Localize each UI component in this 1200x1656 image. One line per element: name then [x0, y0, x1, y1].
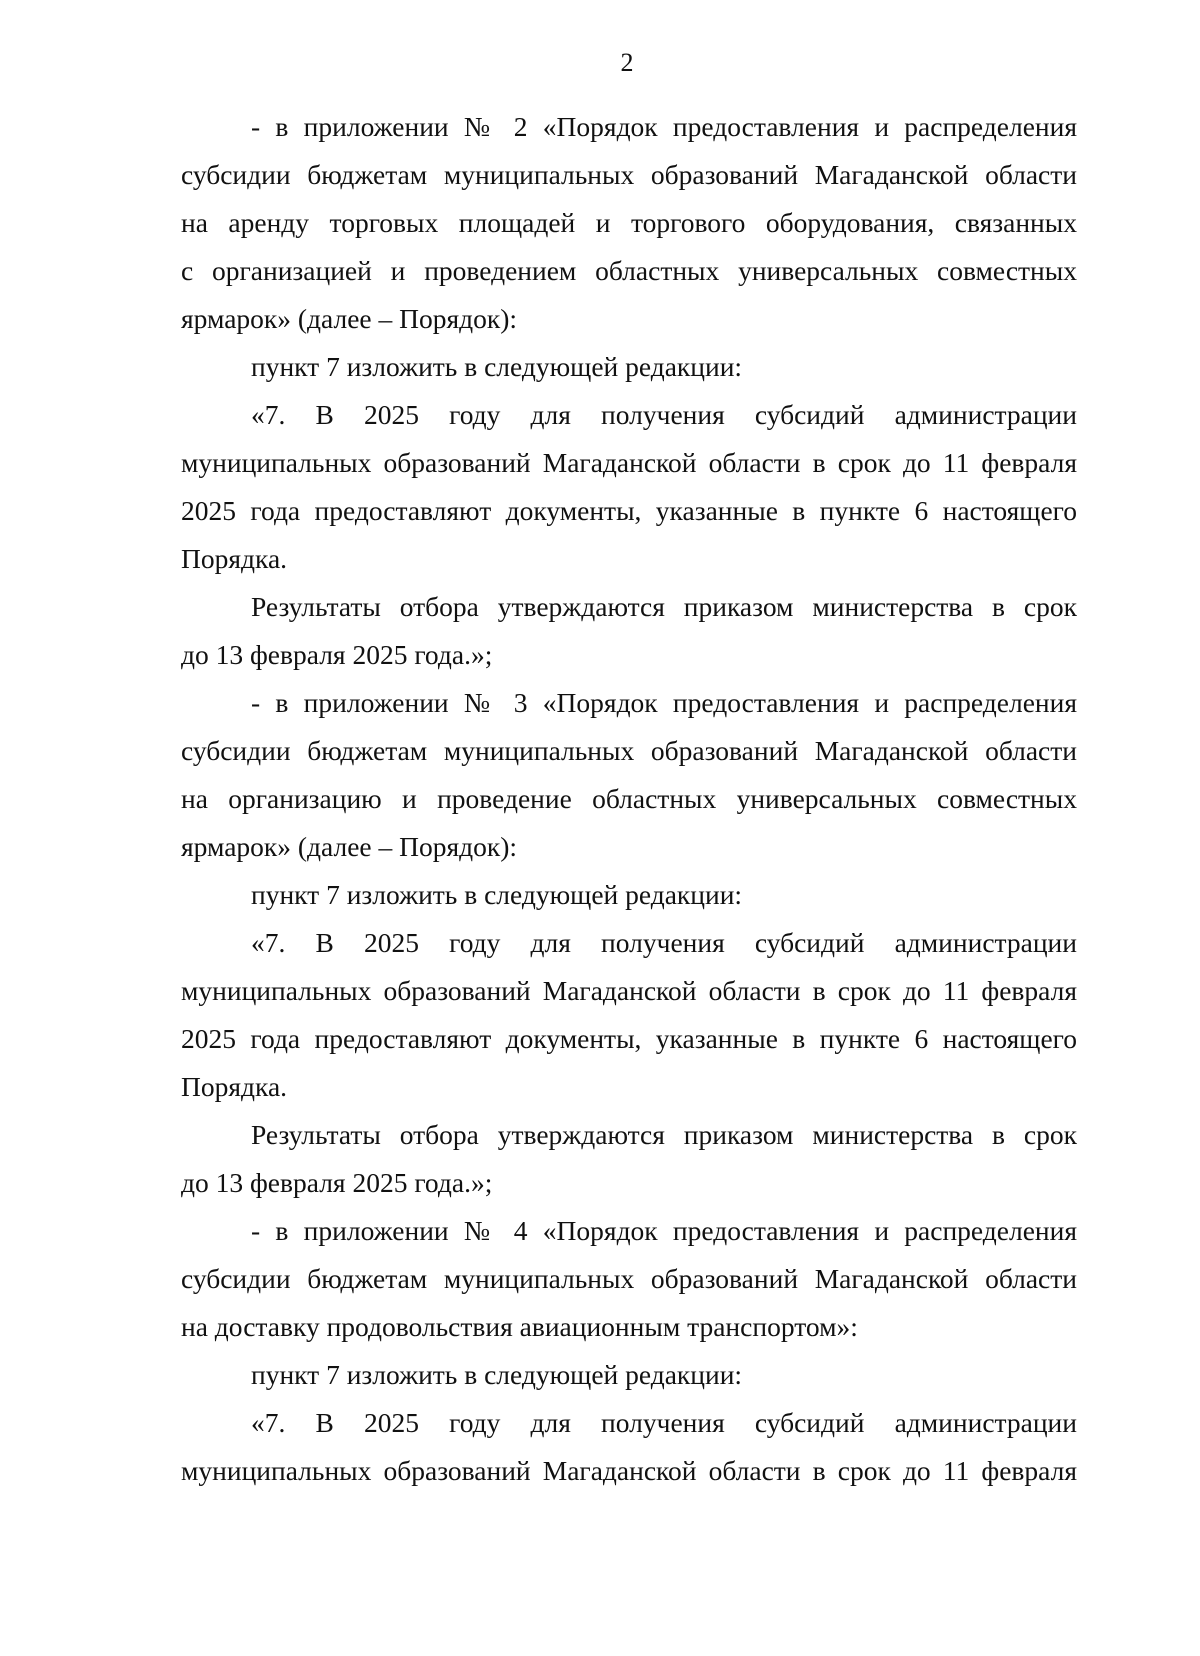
paragraph [181, 1351, 1077, 1399]
text-line: «7. В 2025 году для получения субсидий администрации [251, 399, 1077, 430]
text-line: муниципальных образований Магаданской области в срок до 11 февраля [181, 1455, 1077, 1486]
text-line: Порядка. [181, 1071, 288, 1102]
text-line: «7. В 2025 году для получения субсидий администрации [251, 1407, 1077, 1438]
text-line: Результаты отбора утверждаются приказом министерства в срок [251, 591, 1077, 622]
text-line: на организацию и проведение областных универсальных совместных [181, 783, 1077, 814]
text-line: субсидии бюджетам муниципальных образований Магаданской области [181, 159, 1077, 190]
paragraph [181, 103, 1077, 343]
text-line: муниципальных образований Магаданской области в срок до 11 февраля [181, 975, 1077, 1006]
paragraph [181, 871, 1077, 919]
text-line: муниципальных образований Магаданской области в срок до 11 февраля [181, 447, 1077, 478]
paragraph [181, 391, 1077, 583]
paragraph [181, 1399, 1077, 1495]
text-line: на аренду торговых площадей и торгового оборудования, связанных [181, 207, 1077, 238]
text-line: ярмарок» (далее – Порядок): [181, 831, 518, 862]
text-line: 2025 года предоставляют документы, указанные в пункте 6 настоящего [181, 1023, 1077, 1054]
paragraph [181, 1111, 1077, 1207]
text-line: 2025 года предоставляют документы, указанные в пункте 6 настоящего [181, 495, 1077, 526]
paragraph [181, 343, 1077, 391]
text-line: Результаты отбора утверждаются приказом министерства в срок [251, 1119, 1077, 1150]
text-line: - в приложении № 2 «Порядок предоставления и распределения [251, 111, 1077, 142]
text-line: пункт 7 изложить в следующей редакции: [251, 879, 743, 910]
paragraph [181, 679, 1077, 871]
paragraph [181, 919, 1077, 1111]
text-line: субсидии бюджетам муниципальных образований Магаданской области [181, 735, 1077, 766]
text-line: до 13 февраля 2025 года.»; [181, 1167, 493, 1198]
paragraph [181, 583, 1077, 679]
text-line: пункт 7 изложить в следующей редакции: [251, 351, 743, 382]
text-line: до 13 февраля 2025 года.»; [181, 639, 493, 670]
text-line: субсидии бюджетам муниципальных образований Магаданской области [181, 1263, 1077, 1294]
text-line: на доставку продовольствия авиационным транспортом»: [181, 1311, 858, 1342]
text-line: ярмарок» (далее – Порядок): [181, 303, 518, 334]
text-line: - в приложении № 4 «Порядок предоставления и распределения [251, 1215, 1077, 1246]
document-body [181, 103, 1077, 1495]
paragraph [181, 1207, 1077, 1351]
text-line: - в приложении № 3 «Порядок предоставления и распределения [251, 687, 1077, 718]
page-number: 2 [620, 48, 634, 77]
text-line: с организацией и проведением областных универсальных совместных [181, 255, 1077, 286]
text-line: Порядка. [181, 543, 288, 574]
text-line: пункт 7 изложить в следующей редакции: [251, 1359, 743, 1390]
text-line: «7. В 2025 году для получения субсидий администрации [251, 927, 1077, 958]
